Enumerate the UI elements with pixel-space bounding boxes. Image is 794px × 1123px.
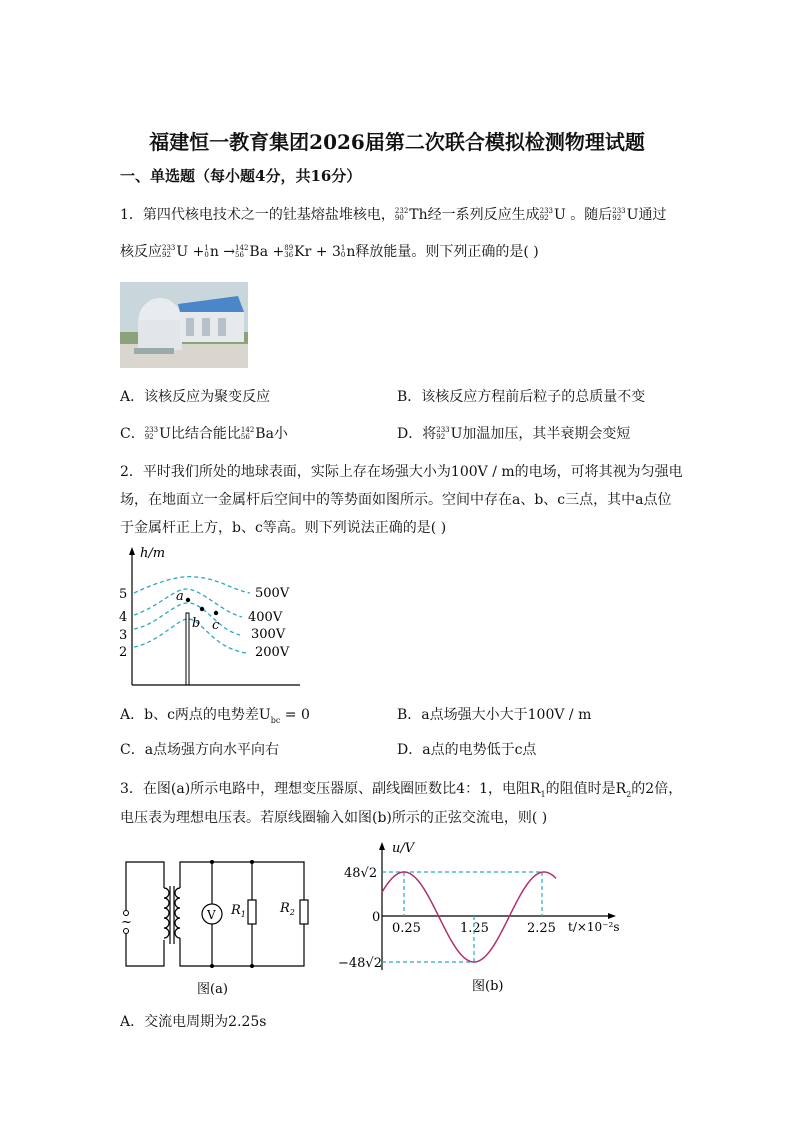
q1-line2: 核反应 233 92 U + 1 0 n → 142 56 Ba + 89 36 Kr + 3 1 0 n释放能量。则下列正确的是( ): [120, 244, 539, 260]
label-400v: 400V: [248, 610, 283, 625]
q2-line1: 2．平时我们所处的地球表面，实际上存在场强大小为100V / m的电场，可将其视为匀强电: [120, 464, 683, 480]
q3-option-a[interactable]: A．交流电周期为2.25s: [120, 1014, 267, 1030]
q2-option-d[interactable]: D．a点的电势低于c点: [397, 742, 537, 758]
equipotential-200: [134, 619, 246, 653]
u-axis-label: u/V: [392, 841, 415, 856]
point-a: [186, 598, 190, 602]
q2-option-b[interactable]: B．a点场强大小大于100V / m: [397, 707, 592, 723]
q1-option-a[interactable]: A．该核反应为聚变反应: [120, 389, 271, 405]
q2-line2: 场，在地面立一金属杆后空间中的等势面如图所示。空间中存在a、b、c三点，其中a点位: [120, 492, 672, 508]
q2-option-a[interactable]: A．b、c两点的电势差$U_{bc} = 0$: [120, 707, 310, 725]
label-500v: 500V: [255, 586, 290, 601]
q1-option-c[interactable]: C． 233 92 U比结合能比 142 56 Ba小: [120, 426, 288, 442]
ytick-bottom: −48√2: [338, 956, 382, 971]
tick-3: 3: [119, 628, 128, 643]
section-heading: 一、单选题（每小题4分，共16分）: [120, 167, 362, 185]
label-200v: 200V: [255, 645, 290, 660]
tick-4: 4: [119, 610, 128, 625]
q1-option-d[interactable]: D．将 233 92 U加温加压，其半衰期会变短: [397, 426, 631, 442]
xtick-125: 1.25: [460, 921, 489, 936]
point-c: [214, 611, 218, 615]
q2-line3: 于金属杆正上方，b、c等高。则下列说法正确的是( ): [120, 520, 447, 536]
h-axis-label: h/m: [140, 546, 166, 561]
ac-voltage-graph: [330, 838, 630, 1000]
page-title: 福建恒一教育集团2026届第二次联合模拟检测物理试题: [149, 130, 645, 154]
label-300v: 300V: [251, 627, 286, 642]
equipotential-figure: [110, 545, 310, 690]
t-axis-label: t/×10⁻²s: [568, 920, 620, 934]
caption-b: 图(b): [472, 979, 504, 994]
svg-text:c: c: [212, 618, 220, 633]
point-b: [200, 607, 204, 611]
ytick-top: 48√2: [344, 866, 378, 881]
ac-source-symbol: ~: [121, 915, 132, 930]
r2-label: $R_2$: [280, 901, 295, 917]
nuclear-plant-image: [120, 282, 248, 368]
voltage-sine-curve: [382, 872, 556, 962]
q1-option-b[interactable]: B．该核反应方程前后粒子的总质量不变: [397, 389, 646, 405]
xtick-225: 2.25: [527, 921, 556, 936]
circuit-figure-a: [112, 848, 322, 998]
tick-5: 5: [119, 587, 128, 602]
caption-a: 图(a): [197, 982, 228, 997]
q3-line1: 3．在图(a)所示电路中，理想变压器原、副线圈匝数比4：1，电阻$R_1$的阻值时是$R_2$的2倍，: [120, 781, 683, 799]
ytick-zero: 0: [372, 910, 381, 925]
svg-text:b: b: [192, 616, 201, 631]
xtick-025: 0.25: [392, 921, 421, 936]
r1-label: $R_1$: [231, 903, 246, 919]
q3-line2: 电压表为理想电压表。若原线圈输入如图(b)所示的正弦交流电，则( ): [120, 810, 548, 826]
q1-line1: 1．第四代核电技术之一的钍基熔盐堆核电， 232 90 Th经一系列反应生成 233 92 U 。随后 233 92 U通过: [120, 207, 667, 223]
voltmeter-icon: V: [207, 908, 216, 922]
svg-text:a: a: [176, 589, 184, 604]
tick-2: 2: [119, 645, 128, 660]
q2-option-c[interactable]: C．a点场强方向水平向右: [120, 742, 280, 758]
